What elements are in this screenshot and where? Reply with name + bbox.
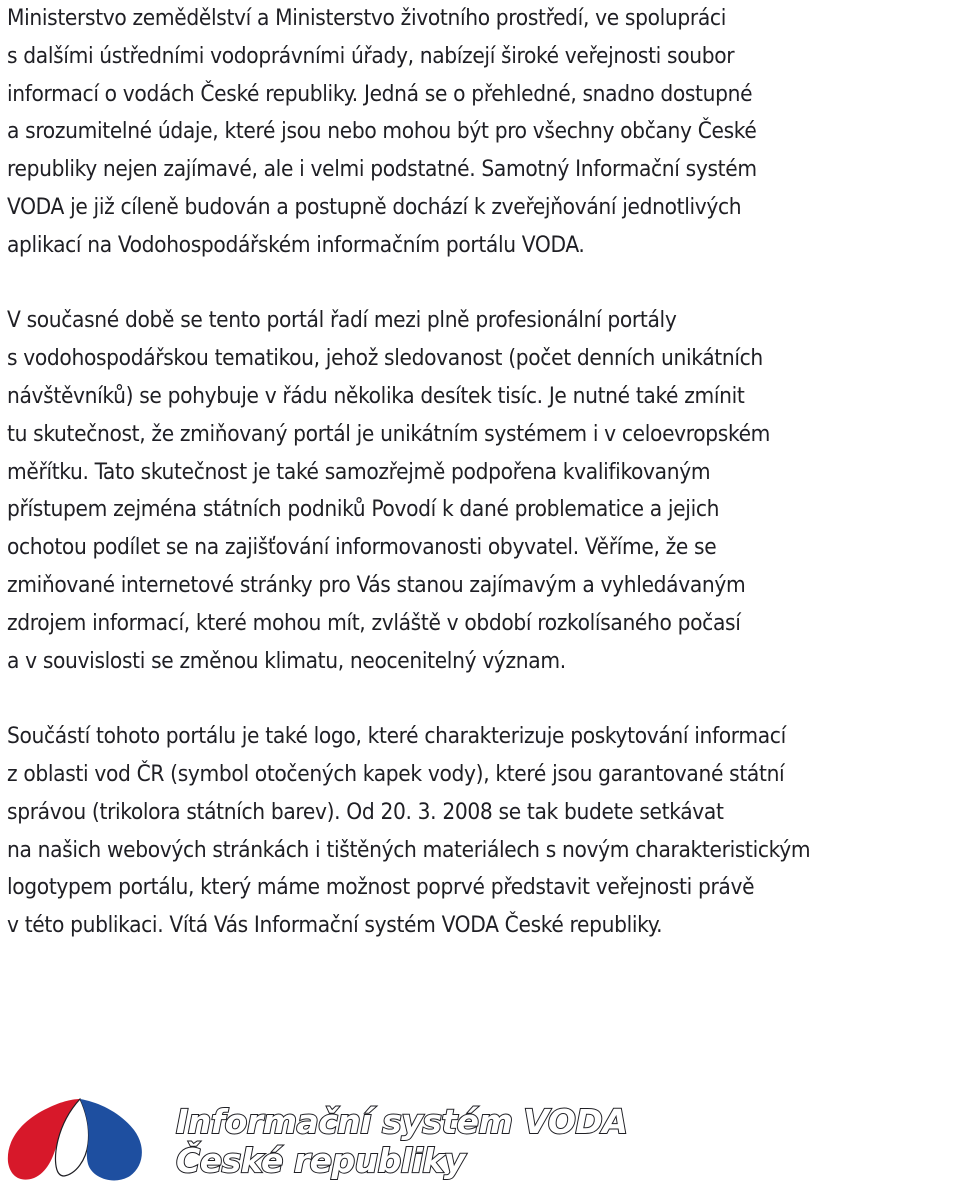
logo-wordmark — [176, 1102, 627, 1180]
text-line: logotypem portálu, který máme možnost poprvé představit veřejnosti právě — [7, 874, 755, 901]
text-line: aplikací na Vodohospodářském informačním portálu VODA. — [7, 231, 585, 258]
text-line: a v souvislosti se změnou klimatu, neocenitelný význam. — [7, 647, 566, 674]
text-line: Součástí tohoto portálu je také logo, které charakterizuje poskytování informací — [7, 723, 786, 750]
text-line: zdrojem informací, které mohou mít, zvláště v období rozkolísaného počasí — [7, 609, 741, 636]
text-line: s dalšími ústředními vodoprávními úřady, nabízejí široké veřejnosti soubor — [7, 42, 735, 69]
text-line: ochotou podílet se na zajišťování informovanosti obyvatel. Věříme, že se — [7, 534, 717, 561]
text-line: zmiňované internetové stránky pro Vás stanou zajímavým a vyhledávaným — [7, 571, 746, 598]
text-line: Ministerstvo zemědělství a Ministerstvo životního prostředí, ve spolupráci — [7, 5, 726, 31]
text-line: VODA je již cíleně budován a postupně dochází k zveřejňování jednotlivých — [7, 193, 742, 220]
text-line: republiky nejen zajímavé, ale i velmi podstatné. Samotný Informační systém — [7, 156, 757, 183]
voda-logo — [4, 1090, 959, 1185]
text-line: měřítku. Tato skutečnost je také samozřejmě podpořena kvalifikovaným — [7, 458, 711, 485]
text-line: s vodohospodářskou tematikou, jehož sledovanost (počet denních unikátních — [7, 345, 763, 372]
paragraph-3 — [7, 718, 957, 945]
text-line: návštěvníků) se pohybuje v řádu několika desítek tisíc. Je nutné také zmínit — [7, 382, 745, 409]
blue-drop-icon — [80, 1099, 142, 1180]
logo-line-2: České republiky — [176, 1141, 465, 1180]
water-drops-tricolor-logo-icon — [4, 1090, 146, 1185]
text-line: správou (trikolora státních barev). Od 20. 3. 2008 se tak budete setkávat — [7, 798, 724, 825]
text-line: v této publikaci. Vítá Vás Informační systém VODA České republiky. — [7, 912, 663, 939]
text-line: tu skutečnost, že zmiňovaný portál je unikátním systémem i v celoevropském — [7, 420, 771, 447]
text-line: přístupem zejména státních podniků Povodí k dané problematice a jejich — [7, 496, 720, 523]
paragraph-1 — [7, 0, 957, 265]
text-line: a srozumitelné údaje, které jsou nebo mohou být pro všechny občany České — [7, 118, 757, 145]
logo-line-1: Informační systém VODA — [176, 1102, 628, 1141]
text-line: na našich webových stránkách i tištěných materiálech s novým charakteristickým — [7, 836, 811, 863]
text-line: z oblasti vod ČR (symbol otočených kapek vody), které jsou garantované státní — [7, 760, 785, 787]
paragraph-2 — [7, 302, 957, 680]
document-body — [7, 0, 957, 945]
text-line: informací o vodách České republiky. Jedná se o přehledné, snadno dostupné — [7, 80, 753, 107]
text-line: V současné době se tento portál řadí mezi plně profesionální portály — [7, 307, 677, 334]
